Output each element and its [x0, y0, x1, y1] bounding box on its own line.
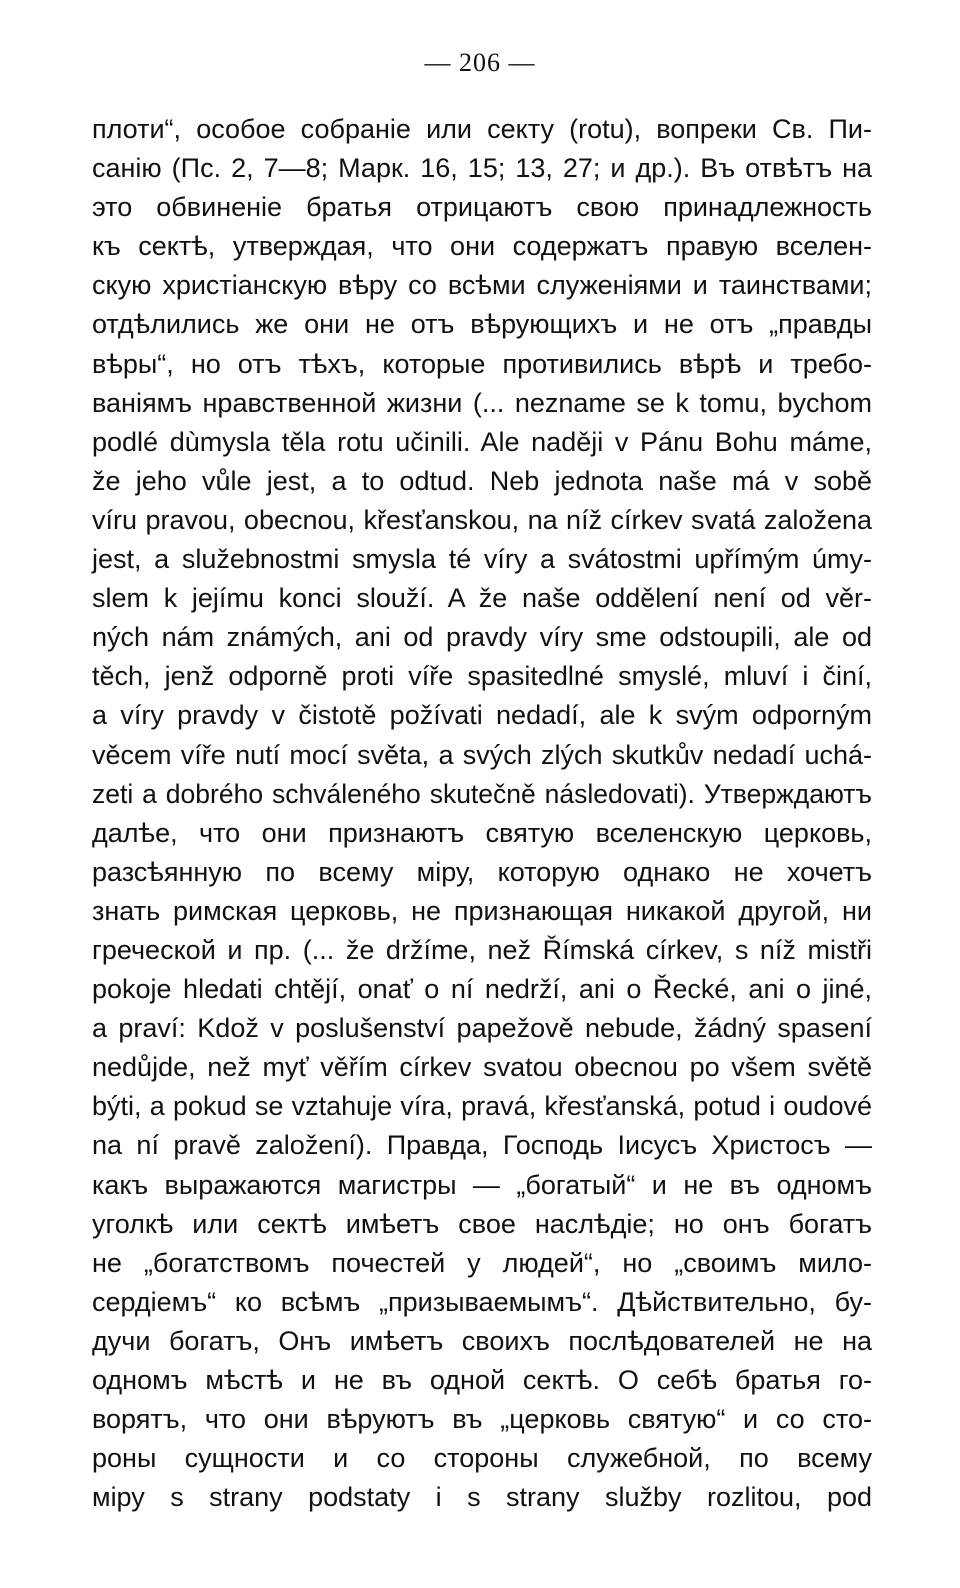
text-line: это обвиненіе братья отрицаютъ свою принадлежность [92, 192, 872, 223]
text-line: какъ выражаются магистры — „богатый“ и не въ одномъ [92, 1169, 872, 1200]
text-line: že jeho vůle jest, a to odtud. Neb jednota naše má v sobě [92, 465, 872, 496]
text-line: slem k jejímu konci slouží. A že naše oddělení není od věr- [92, 583, 872, 614]
text-line: pokoje hledati chtějí, onať o ní nedrží, ani o Řecké, ani o jiné, [92, 974, 872, 1005]
text-line: nedůjde, než myť věřím církev svatou obecnou po všem světě [92, 1052, 872, 1083]
text-line: ваніямъ нравственной жизни (... nezname se k tomu, bychom [92, 387, 872, 418]
text-line: a praví: Kdož v poslušenství papežově nebude, žádný spasení [92, 1013, 872, 1044]
text-line: ворятъ, что они вѣруютъ въ „церковь святую“ и со сто- [92, 1404, 872, 1435]
text-line: далѣе, что они признаютъ святую вселенскую церковь, [92, 817, 872, 848]
text-line: отдѣлились же они не отъ вѣрующихъ и не отъ „правды [92, 309, 872, 340]
text-line: na ní pravě založení). Правда, Господь Іисусъ Христосъ — [92, 1130, 872, 1161]
text-line: a víry pravdy v čistotě požívati nedadí, ale k svým odporným [92, 700, 872, 731]
text-line: podlé dùmysla těla rotu učinili. Ale naději v Pánu Bohu máme, [92, 426, 872, 457]
page-number: — 206 — [424, 48, 536, 77]
text-line: міру s strany podstaty i s strany služby rozlitou, pod [92, 1482, 872, 1513]
text-line: роны сущности и со стороны служебной, по всему [92, 1443, 872, 1474]
text-line: уголкѣ или сектѣ имѣетъ свое наслѣдіе; но онъ богатъ [92, 1208, 872, 1239]
text-line: разсѣянную по всему міру, которую однако не хочетъ [92, 856, 872, 887]
text-line: знать римская церковь, не признающая никакой другой, ни [92, 895, 872, 926]
text-line: ných nám známých, ani od pravdy víry sme odstoupili, ale od [92, 622, 872, 653]
text-line: zeti a dobrého schváleného skutečně následovati). Утверждаютъ [92, 778, 872, 809]
text-line: дучи богатъ, Онъ имѣетъ своихъ послѣдователей не на [92, 1325, 872, 1356]
text-line: не „богатствомъ почестей у людей“, но „своимъ мило- [92, 1247, 872, 1278]
text-line: těch, jenž odporně proti víře spasitedlné smyslé, mluví i činí, [92, 661, 872, 692]
text-line: věcem víře nutí mocí světa, a svých zlých skutkův nedadí uchá- [92, 739, 872, 770]
text-line: сердіемъ“ ко всѣмъ „призываемымъ“. Дѣйствительно, бу- [92, 1286, 872, 1317]
body-text [92, 110, 872, 1517]
text-line: греческой и пр. (... že držíme, než Římská církev, s níž mistři [92, 934, 872, 965]
text-line: плоти“, особое собраніе или секту (rotu), вопреки Св. Пи- [92, 114, 872, 144]
text-line: вѣры“, но отъ тѣхъ, которые противились вѣрѣ и требо- [92, 348, 872, 379]
text-line: býti, a pokud se vztahuje víra, pravá, křesťanská, potud i oudové [92, 1091, 872, 1122]
text-line: одномъ мѣстѣ и не въ одной сектѣ. О себѣ братья го- [92, 1365, 872, 1395]
text-line: къ сектѣ, утверждая, что они содержатъ правую вселен- [92, 231, 872, 262]
text-line: víru pravou, obecnou, křesťanskou, na níž církev svatá založena [92, 504, 872, 535]
text-line: санію (Пс. 2, 7—8; Марк. 16, 15; 13, 27; и др.). Въ отвѣтъ на [92, 153, 872, 184]
text-line: скую христіанскую вѣру со всѣми служеніями и таинствами; [92, 270, 872, 301]
text-line: jest, a služebnostmi smysla té víry a svátostmi upřímým úmy- [92, 544, 872, 575]
